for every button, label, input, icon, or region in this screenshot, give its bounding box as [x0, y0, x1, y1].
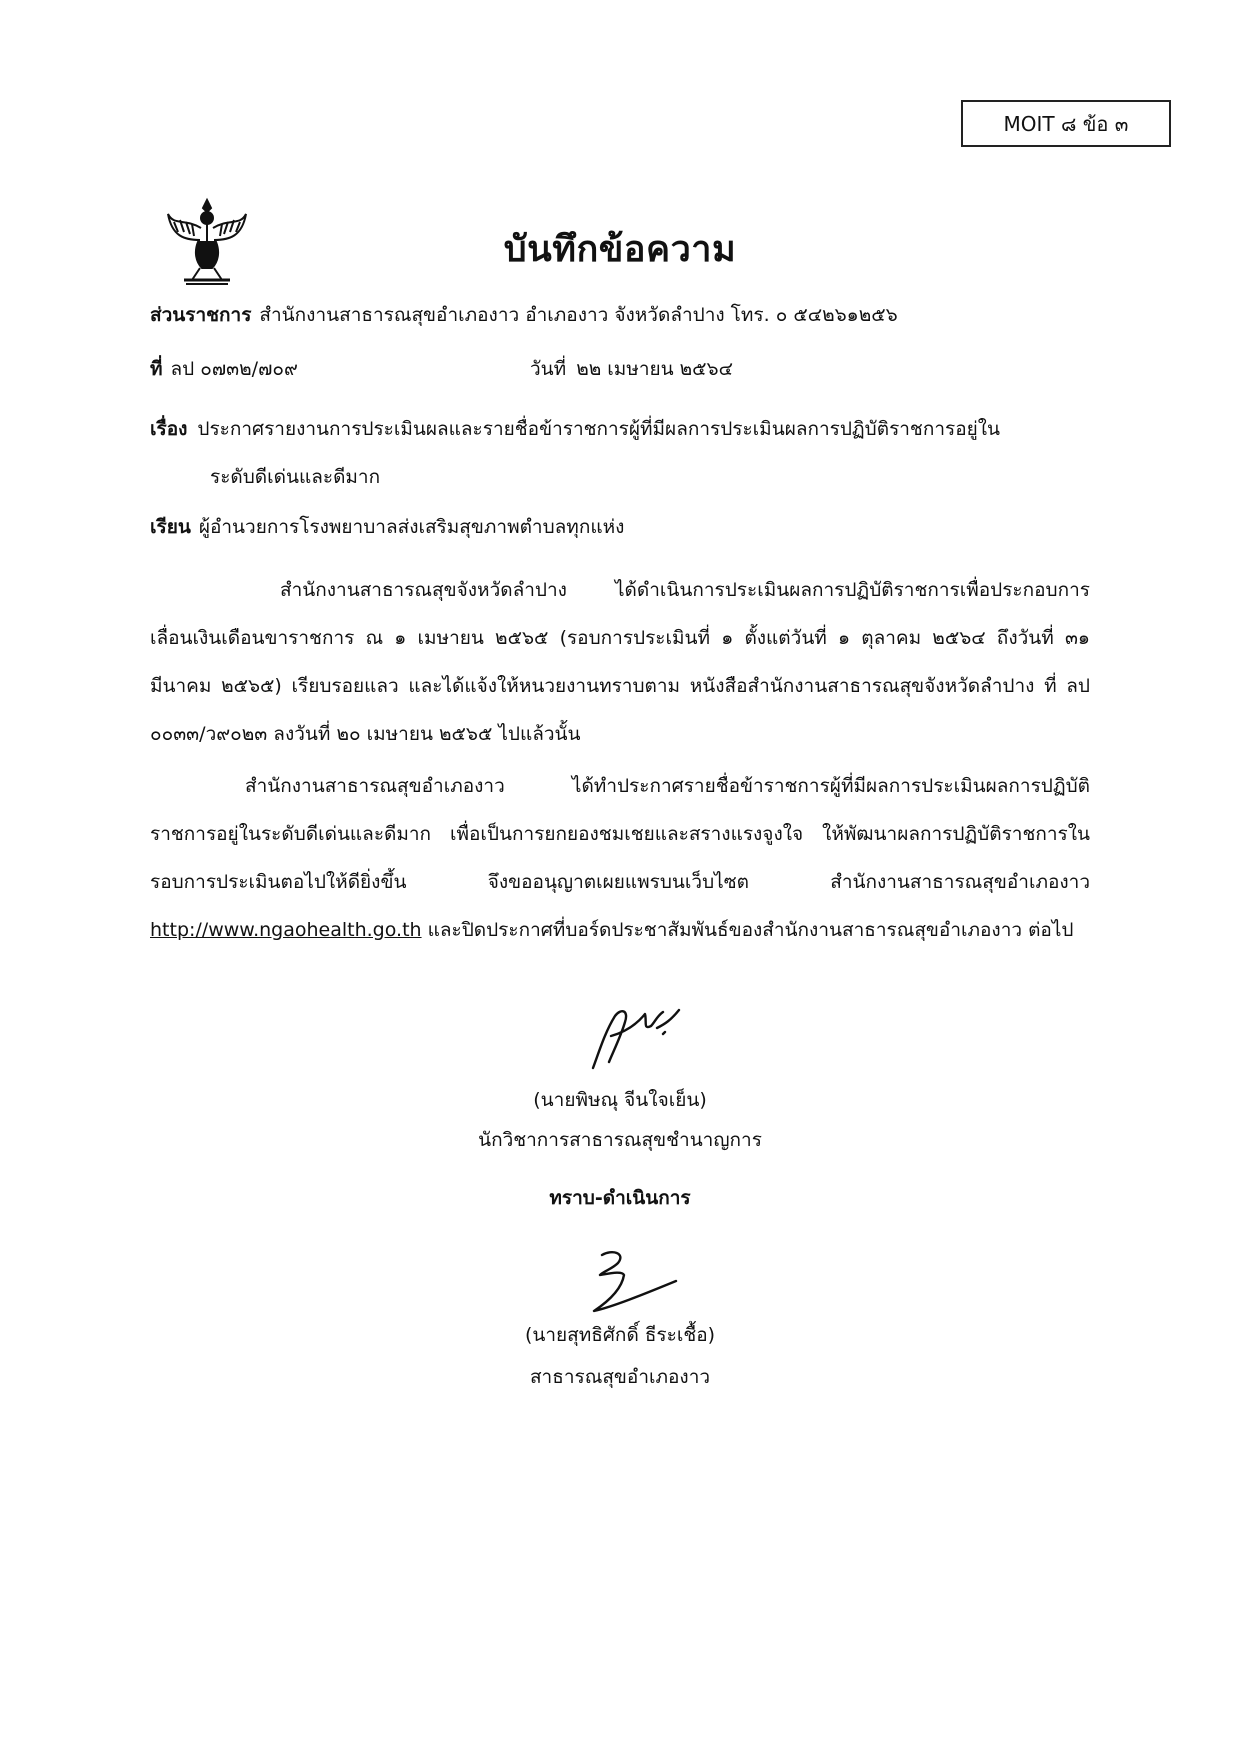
website-link[interactable]: http://www.ngaohealth.go.th	[150, 919, 422, 941]
recipient-value: ผู้อำนวยการโรงพยาบาลส่งเสริมสุขภาพตำบลทุกแห่ง	[198, 516, 625, 538]
agency-value: สำนักงานสาธารณสุขอำเภองาว อำเภองาว จังหวัดลำปาง โทร. ๐ ๕๔๒๖๑๒๕๖	[259, 304, 898, 326]
agency-label: ส่วนราชการ	[150, 304, 252, 326]
paragraph-2-text-after: และปิดประกาศที่บอร์ดประชาสัมพันธ์ของสำนักงานสาธารณสุขอำเภองาว ต่อไป	[421, 919, 1074, 941]
subject-block	[150, 405, 1090, 501]
signature-2-icon	[572, 1245, 682, 1317]
reference-label: ที่	[150, 358, 163, 380]
acknowledge-text: ทราบ-ดำเนินการ	[549, 1187, 691, 1209]
signer-2-name: (นายสุทธิศักดิ์ ธีระเชื้อ)	[524, 1324, 716, 1346]
paragraph-2-text-before: สำนักงานสาธารณสุขอำเภองาว ได้ทำประกาศรายชื่อข้าราชการผู้ที่มีผลการประเมินผลการปฏิบัติราชการอยู่ในระดับดีเด่นและดีมาก เพื่อเป็นการยกยองชมเชยและสรางแรงจูงใจ ให้พัฒนาผลการปฏิบัติราชการในรอบการประเมินตอไปให้ดียิ่งขึ้น จึงขออนุญาตเผยแพรบนเว็บไซต สำนักงานสาธารณสุขอำเภองาว	[150, 775, 1090, 893]
paragraph-1	[150, 566, 1090, 758]
signer-1-position: นักวิชาการสาธารณสุขชำนาญการ	[478, 1129, 762, 1151]
date-line	[530, 354, 733, 384]
recipient-line	[150, 512, 1090, 542]
agency-line	[150, 300, 1090, 330]
reference-value: ลป ๐๗๓๒/๗๐๙	[170, 358, 298, 380]
memo-title: บันทึกข้อความ	[503, 229, 737, 270]
subject-label: เรื่อง	[150, 418, 188, 440]
recipient-label: เรียน	[150, 516, 191, 538]
date-label: วันที่	[530, 358, 567, 380]
date-value: ๒๒ เมษายน ๒๕๖๔	[576, 358, 733, 380]
corner-reference-tag: MOIT ๘ ข้อ ๓	[961, 100, 1171, 147]
subject-line1: ประกาศรายงานการประเมินผลและรายชื่อข้าราชการผู้ที่มีผลการประเมินผลการปฏิบัติราชการอยู่ใน	[197, 418, 1001, 440]
paragraph-1-text: สำนักงานสาธารณสุขจังหวัดลำปาง ได้ดำเนินการประเมินผลการปฏิบัติราชการเพื่อประกอบการเลื่อนเงินเดือนขาราชการ ณ ๑ เมษายน ๒๕๖๕ (รอบการประเมินที่ ๑ ตั้งแต่วันที่ ๑ ตุลาคม ๒๕๖๔ ถึงวันที่ ๓๑ มีนาคม ๒๕๖๕) เรียบรอยแลว และได้แจ้งให้หนวยงานทราบตาม หนังสือสำนักงานสาธารณสุขจังหวัดลำปาง ที่ ลป ๐๐๓๓/ว๙๐๒๓ ลงวันที่ ๒๐ เมษายน ๒๕๖๕ ไปแล้วนั้น	[150, 579, 1090, 745]
paragraph-2	[150, 762, 1090, 954]
subject-line2: ระดับดีเด่นและดีมาก	[210, 466, 381, 488]
signer-1-name: (นายพิษณุ จีนใจเย็น)	[533, 1089, 707, 1111]
signer-2-position: สาธารณสุขอำเภองาว	[529, 1366, 711, 1388]
signature-1-icon	[585, 1002, 685, 1074]
